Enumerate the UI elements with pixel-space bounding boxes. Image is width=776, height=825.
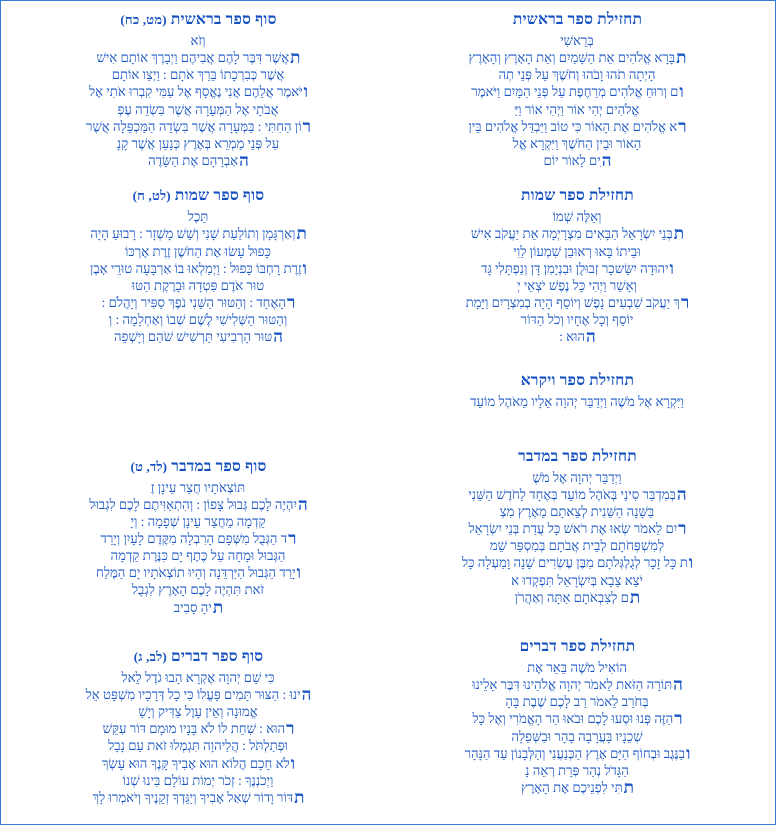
verse-line xyxy=(17,294,380,311)
verse-text: ם לְצִבְאֹתָם אַתָּה וְאַהֲרֹן xyxy=(514,589,629,605)
verse-line xyxy=(396,554,759,571)
section-title xyxy=(396,638,759,656)
verse-line xyxy=(396,152,759,169)
section-reference: (לט, ח) xyxy=(132,188,171,204)
verse-line xyxy=(396,49,759,66)
section-devarim-end xyxy=(17,648,380,806)
enlarged-letter: ה xyxy=(673,675,683,695)
verse-text: בַנֶּגֶב וּבְחוֹף הַיָּם אֶרֶץ הַכְּנַעֲנִי וְהַלְּבָנוֹן עַד הַנָּהָר xyxy=(464,745,686,761)
verse-line xyxy=(17,135,380,152)
enlarged-letter xyxy=(637,276,638,295)
enlarged-letter: ר xyxy=(302,116,311,136)
verse-text: כָּפוּל עָשׂוּ אֶת הַחֹשֶׁן זֶרֶת אָרְכּוֹ xyxy=(124,243,271,259)
enlarged-letter: ר xyxy=(678,519,687,539)
verse-text: לְמִשְׁפְּחֹתָם לְבֵית אֲבֹתָם בְּמִסְפַּר שֵׁמ xyxy=(489,538,665,554)
verse-text: וְהַטּוּר הַשְּׁלִישִׁי לֶשֶׁם שְׁבוֹ וְאַחְלָמָה : וְ xyxy=(108,312,288,328)
verse-block xyxy=(396,469,759,606)
verse-text: הוּא : xyxy=(559,329,586,345)
verse-line xyxy=(17,66,380,83)
spacer xyxy=(17,618,380,638)
verse-text: הַזֶּה פְּנוּ וּסְעוּ לָכֶם וּבֹאוּ הַר הָאֱמֹרִי וְאֶל כָּל xyxy=(472,711,674,727)
verse-text: טוּר אֹדֶם פִּטְדָה וּבָרֶקֶת הַטּוּ xyxy=(131,277,265,293)
section-bamidbar-end xyxy=(17,458,380,616)
verse-text: הַגְּבוּל וּמָחָה עַל כֶּתֶף יָם כִּנֶּרֶת קֵדְמָה xyxy=(110,548,286,564)
verse-block xyxy=(396,208,759,345)
verse-line xyxy=(396,135,759,152)
section-bereshit-end xyxy=(17,11,380,169)
verse-line xyxy=(17,772,380,789)
verse-text: בָּרָא אֱלֹהִים אֵת הַשָּׁמַיִם וְאֵת הָאָרֶץ וְהָאָרֶץ xyxy=(468,50,676,66)
verse-line xyxy=(17,225,380,242)
section-title-text: תחזילת ספר ויקרא xyxy=(520,371,635,389)
verse-text: וְאֵלֶּה שְׁמוֹ xyxy=(552,209,602,225)
spacer xyxy=(396,171,759,183)
enlarged-letter: ו xyxy=(686,743,691,763)
enlarged-letter xyxy=(287,310,288,329)
verse-text: כִּי שֵׁם יְהוָה אֶקְרָא הָבוּ גֹדֶל לֵאל xyxy=(121,669,275,685)
section-title xyxy=(396,448,759,466)
enlarged-letter: ת xyxy=(296,224,307,244)
enlarged-letter xyxy=(271,242,272,261)
verse-line xyxy=(17,496,380,513)
section-vayikra-start xyxy=(396,372,759,410)
section-bereshit-start xyxy=(396,11,759,169)
verse-line xyxy=(17,243,380,260)
verse-line xyxy=(396,589,759,606)
verse-line xyxy=(396,243,759,260)
section-reference: (לב, ג) xyxy=(133,648,167,664)
verse-text: טּוּר הָרְבִיעִי תַּרְשִׁישׁ שֹׁהַם וְיָשְׁפֵה xyxy=(113,329,273,345)
verse-line xyxy=(17,118,380,135)
spacer xyxy=(396,608,759,628)
enlarged-letter xyxy=(641,242,642,261)
verse-text: תִּי לִפְנֵיכֶם אֶת הָאָרֶץ xyxy=(520,780,623,795)
verse-text: הַגָּדֹל נְהַר פְּרָת רְאֵה נָ xyxy=(525,762,629,778)
verse-line xyxy=(17,479,380,496)
verse-text: אֱמוּנָה וְאֵין עָוֶל צַדִּיק וְיָשָׁ xyxy=(138,704,258,720)
verse-text: וְזֹא xyxy=(190,33,206,48)
section-shemot-start xyxy=(396,187,759,345)
enlarged-letter xyxy=(266,512,267,531)
verse-text: וַיְכֹנְנֶךָ : זְכֹר יְמוֹת עוֹלָם בִּינוּ שְׁנוֹ xyxy=(122,772,274,788)
enlarged-letter xyxy=(208,207,209,226)
section-title xyxy=(17,11,380,29)
enlarged-letter xyxy=(649,692,650,711)
verse-line xyxy=(396,762,759,779)
enlarged-letter: ר xyxy=(286,719,295,739)
enlarged-letter: ו xyxy=(296,563,301,583)
enlarged-letter: ת xyxy=(673,224,685,244)
enlarged-letter xyxy=(622,468,623,487)
verse-line xyxy=(396,328,759,345)
verse-text: וּפְתַלְתֹּל : הֲלַיהוָה תִּגְמְלוּ זֹאת עַם נָבָל xyxy=(108,738,288,754)
enlarged-letter: ו xyxy=(688,553,694,573)
verse-line xyxy=(396,101,759,118)
verse-text: יֹצֵא צָבָא בְּיִשְׂרָאֵל תִּפְקְדוּ א xyxy=(511,572,643,588)
section-title xyxy=(396,11,759,29)
enlarged-letter: ת xyxy=(629,587,641,607)
section-title-text: תחזילת ספר במדבר xyxy=(518,447,637,465)
verse-line xyxy=(396,225,759,242)
verse-line xyxy=(396,277,759,294)
column-closings xyxy=(11,7,388,820)
section-bamidbar-start xyxy=(396,448,759,606)
verse-text: זֹאת תִּהְיֶה לָכֶם הָאָרֶץ לִגְבֻל xyxy=(131,582,265,598)
enlarged-letter xyxy=(639,100,640,119)
enlarged-letter xyxy=(205,31,206,50)
verse-text: קֵדְמָה מֵחֲצַר עֵינָן שְׁפָמָה : וְיָ xyxy=(130,513,266,529)
section-devarim-start xyxy=(396,638,759,796)
verse-line xyxy=(17,737,380,754)
enlarged-letter: ו xyxy=(669,258,674,278)
enlarged-letter xyxy=(284,65,285,84)
enlarged-letter xyxy=(279,134,280,153)
enlarged-letter xyxy=(629,761,630,780)
verse-text: אֲשֶׁר כְּבִרְכָתוֹ בֵּרַךְ אֹתָם : וַיְצַו אוֹתָם xyxy=(111,67,285,83)
verse-line xyxy=(17,599,380,616)
verse-line xyxy=(396,311,759,328)
enlarged-letter xyxy=(627,658,628,677)
section-title xyxy=(396,372,759,390)
enlarged-letter xyxy=(594,31,595,50)
spacer xyxy=(17,368,380,388)
verse-text: אֱלֹהִים יְהִי אוֹר וַיְהִי אוֹר וַיַּ xyxy=(514,101,640,117)
verse-text: אַבְרָהָם אֶת הַשָּׂדֶה xyxy=(148,153,239,169)
enlarged-letter: ת xyxy=(212,597,224,617)
verse-text: הוֹאִיל מֹשֶׁה בֵּאֵר אֶת xyxy=(527,659,627,675)
verse-text: יהָ סָבִיב xyxy=(173,599,212,615)
enlarged-letter xyxy=(279,100,280,119)
column-openings xyxy=(388,7,765,820)
verse-line xyxy=(396,469,759,486)
verse-line xyxy=(396,83,759,100)
verse-text: הוּא : שִׁחֵת לוֹ לֹא בָּנָיו מוּמָם דּוֹר עִקֵּשׁ xyxy=(102,721,286,737)
verse-line xyxy=(396,503,759,520)
verse-line xyxy=(17,311,380,328)
verse-line xyxy=(396,779,759,796)
verse-line xyxy=(17,328,380,345)
verse-line xyxy=(396,32,759,49)
verse-line xyxy=(396,118,759,135)
verse-line xyxy=(17,703,380,720)
verse-line xyxy=(17,32,380,49)
verse-text: יִהְיֶה לָכֶם גְּבוּל צָפוֹן : וְהִתְאַוִּיתֶם לָכֶם לִגְבוּל xyxy=(89,496,297,512)
section-title xyxy=(17,187,380,205)
enlarged-letter xyxy=(633,310,634,329)
enlarged-letter xyxy=(258,702,259,721)
verse-line xyxy=(17,513,380,530)
verse-line xyxy=(396,260,759,277)
enlarged-letter: ו xyxy=(679,82,684,102)
section-title xyxy=(17,648,380,666)
enlarged-letter: ר xyxy=(674,709,683,729)
verse-text: ם וְרוּחַ אֱלֹהִים מְרַחֶפֶת עַל פְּנֵי הַמָּיִם וַיֹּאמֶר xyxy=(471,84,679,100)
enlarged-letter: ו xyxy=(302,258,308,278)
verse-text: שְׁכֵנָיו בָּעֲרָבָה בָהָר וּבַשְּׁפֵלָה xyxy=(511,728,643,744)
verse-line xyxy=(17,669,380,686)
verse-line xyxy=(17,755,380,772)
spacer xyxy=(17,428,380,448)
spacer xyxy=(396,432,759,444)
verse-text: ִים לָאוֹר יוֹם xyxy=(543,153,601,169)
verse-text: א אֱלֹהִים אֶת הָאוֹר כִּי טוֹב וַיַּבְדֵּל אֱלֹהִים בֵּין xyxy=(468,118,678,134)
verse-block xyxy=(396,659,759,796)
verse-text: יֹּאמֶר אֲלֵהֶם אֲנִי נֶאֱסָף אֶל עַמִּי קִבְרוּ אֹתִי אֶל xyxy=(88,84,303,100)
verse-text: יהוּדָה יִשָּׂשכָר זְבוּלֻן וּבִנְיָמִן דָּן וְנַפְתָּלִי גָּד xyxy=(481,260,669,276)
verse-text: תֵּכֶל xyxy=(187,209,209,225)
enlarged-letter xyxy=(264,276,265,295)
section-title-text: תחזילת ספר בראשית xyxy=(512,11,643,28)
verse-text: לֹא חָכָם הֲלוֹא הוּא אָבִיךָ קָּנֶךָ הוּא עָשְׂךָ xyxy=(101,755,290,771)
spacer xyxy=(396,348,759,368)
enlarged-letter: ה xyxy=(676,484,687,504)
verse-text: וּבֵיתוֹ בָּאוּ רְאוּבֵן שִׁמְעוֹן לֵוִי xyxy=(513,243,641,259)
verse-line xyxy=(396,693,759,710)
verse-text: בְּרֵאשִׁי xyxy=(560,33,594,48)
verse-text: יָרַד הַגְּבוּל הַיַּרְדֵּנָה וְהָיוּ תוֹצְאֹתָיו יָם הַמֶּלַח xyxy=(96,565,296,581)
verse-line xyxy=(17,564,380,581)
enlarged-letter: ת xyxy=(290,48,301,68)
verse-text: בְּנֵי יִשְׂרָאֵל הַבָּאִים מִצְרָיְמָה אֵת יַעֲקֹב אִישׁ xyxy=(470,226,673,242)
verse-line xyxy=(396,294,759,311)
verse-block xyxy=(17,669,380,806)
spacer xyxy=(17,638,380,644)
verse-text: וְאַרְגָּמָן וְתוֹלַעַת שָׁנִי וְשֵׁשׁ מָשְׁזָר : רָבוּעַ הָיָה xyxy=(90,226,296,242)
enlarged-letter xyxy=(664,536,665,555)
verse-line xyxy=(396,659,759,676)
enlarged-letter: ה xyxy=(297,494,308,514)
verse-text: ךְ יַעֲקֹב שִׁבְעִים נָפֶשׁ וְיוֹסֵף הָיָה בְמִצְרָיִם וַיָּמָת xyxy=(465,295,680,311)
spacer xyxy=(17,448,380,454)
verse-line xyxy=(17,49,380,66)
verse-text: וְאָשֵׁר וַיְהִי כָּל נֶפֶשׁ יֹצְאֵי יְ xyxy=(517,277,637,293)
enlarged-letter: ה xyxy=(301,684,312,704)
enlarged-letter: ת xyxy=(676,48,687,68)
enlarged-letter: ה xyxy=(601,151,612,171)
verse-text: ת כָּל זָכָר לְגֻלְגְּלֹתָם מִבֶּן עֶשְׂרִים שָׁנָה וָמַעְלָה כָּל xyxy=(461,555,688,571)
enlarged-letter: ו xyxy=(290,753,296,773)
verse-block xyxy=(17,479,380,616)
section-reference: (מט, כח) xyxy=(120,12,167,27)
section-title-text: תחזילת ספר דברים xyxy=(519,637,636,655)
enlarged-letter xyxy=(285,546,286,565)
verse-text: הָאֶחָד : וְהַטּוּר הַשֵּׁנִי נֹפֶךְ סַפִּיר וְיָהֲלֹם : xyxy=(101,295,286,311)
verse-line xyxy=(17,581,380,598)
verse-text: ד הַגְּבֻל מִשְּׁפָם הָרִבְלָה מִקֶּדֶם לָעָיִן וְיָרַד xyxy=(100,530,288,546)
enlarged-letter: ו xyxy=(303,82,309,102)
verse-text: הָאוֹר וּבֵין הַחֹשֶׁךְ וַיִּקְרָא אֱל xyxy=(512,135,642,151)
verse-line xyxy=(396,676,759,693)
verse-text: בַּשָּׁנָה הַשֵּׁנִית לְצֵאתָם מֵאֶרֶץ מִצְ xyxy=(499,503,655,519)
verse-text: תּוֹרָה הַזֹּאת לֵאמֹר יְהוָה אֱלֹהֵינוּ דִּבֶּר אֵלֵינוּ xyxy=(472,677,673,693)
verse-line xyxy=(396,66,759,83)
enlarged-letter xyxy=(601,207,602,226)
section-shemot-end xyxy=(17,187,380,345)
enlarged-letter xyxy=(656,65,657,84)
enlarged-letter: ר xyxy=(678,116,687,136)
verse-line xyxy=(17,101,380,118)
verse-text: זֶרֶת רָחְבּוֹ כָּפוּל : וַיְמַלְאוּ בוֹ אַרְבָּעָה טוּרֵי אָבֶן xyxy=(89,260,302,276)
verse-block xyxy=(17,32,380,169)
two-column-layout xyxy=(11,7,765,820)
verse-block xyxy=(396,32,759,169)
enlarged-letter: ה xyxy=(239,151,249,171)
verse-line xyxy=(396,710,759,727)
verse-line xyxy=(17,789,380,806)
section-title xyxy=(17,458,380,476)
verse-text: אֲבֹתָי אֶל הַמְּעָרָה אֲשֶׁר בִּשְׂדֵה עֶפְ xyxy=(117,101,279,117)
verse-line xyxy=(396,208,759,225)
verse-line xyxy=(17,83,380,100)
verse-line xyxy=(17,260,380,277)
enlarged-letter xyxy=(643,727,644,746)
spacer xyxy=(17,171,380,183)
enlarged-letter xyxy=(273,771,274,790)
verse-block xyxy=(17,208,380,345)
enlarged-letter: ה xyxy=(273,327,284,347)
verse-text: תּוֹצְאֹתָיו חֲצַר עֵינָן זֶ xyxy=(150,479,246,495)
enlarged-letter: ה xyxy=(586,327,596,347)
verse-text: וַיְדַבֵּר יְהוָה אֶל מֹשֶׁ xyxy=(532,469,622,485)
verse-block xyxy=(396,393,759,410)
verse-text: בְּחֹרֵב לֵאמֹר רַב לָכֶם שֶׁבֶת בָּהָ xyxy=(505,694,649,710)
enlarged-letter xyxy=(684,392,685,411)
section-title xyxy=(396,187,759,205)
verse-line xyxy=(17,686,380,703)
spacer xyxy=(17,348,380,368)
enlarged-letter: ר xyxy=(288,528,297,548)
spacer xyxy=(396,412,759,432)
section-title-text: סוף ספר שמות xyxy=(174,187,265,205)
verse-line xyxy=(396,745,759,762)
section-reference: (לד, ט) xyxy=(130,458,168,474)
enlarged-letter xyxy=(275,668,276,687)
enlarged-letter: ר xyxy=(286,293,296,313)
spacer xyxy=(17,388,380,408)
section-title-text: סוף ספר דברים xyxy=(170,647,264,665)
enlarged-letter xyxy=(641,134,642,153)
verse-text: וַיִּקְרָא אֶל מֹשֶׁה וַיְדַבֵּר יְהוָה אֵלָיו מֵאֹהֶל מוֹעֵד xyxy=(470,393,684,409)
verse-text: וֹן הַחִתִּי : בַּמְּעָרָה אֲשֶׁר בִּשְׂדֵה הַמַּכְפֵּלָה אֲשֶׁר xyxy=(85,118,302,134)
verse-line xyxy=(17,277,380,294)
verse-line xyxy=(396,486,759,503)
verse-line xyxy=(17,547,380,564)
section-title-text: סוף ספר בראשית xyxy=(170,11,277,28)
verse-line xyxy=(396,537,759,554)
verse-line xyxy=(396,520,759,537)
spacer xyxy=(396,628,759,634)
verse-text: הָיְתָה תֹהוּ וָבֹהוּ וְחֹשֶׁךְ עַל פְּנֵי תְה xyxy=(498,67,656,83)
verse-line xyxy=(17,720,380,737)
verse-line xyxy=(396,393,759,410)
enlarged-letter: ת xyxy=(294,787,305,807)
verse-text: אֲשֶׁר דִּבֶּר לָהֶם אֲבִיהֶם וַיְבָרֶךְ אוֹתָם אִישׁ xyxy=(96,50,290,66)
verse-text: יוֹסֵף וְכָל אֶחָיו וְכֹל הַדּוֹר xyxy=(520,312,634,328)
section-title-text: סוף ספר במדבר xyxy=(171,457,267,475)
enlarged-letter: ר xyxy=(681,293,690,313)
verse-text: עַל פְּנֵי מַמְרֵא בְּאֶרֶץ כְּנָעַן אֲשֶׁר קָנָ xyxy=(116,135,280,151)
enlarged-letter xyxy=(643,571,644,590)
verse-text: דּוֹר וָדוֹר שְׁאַל אָבִיךָ וְיַגֵּדְךָ זְקֵנֶיךָ וְיֹאמְרוּ לָךְ xyxy=(92,789,294,805)
verse-text: יִם לֵאמֹר שְׂאוּ אֶת רֹאשׁ כָּל עֲדַת בְּנֵי יִשְׂרָאֵל xyxy=(468,521,678,537)
verse-text: ינוּ : הַצּוּר תָּמִים פָּעֳלוֹ כִּי כָל דְּרָכָיו מִשְׁפָּט אֵל xyxy=(85,686,301,702)
enlarged-letter xyxy=(264,580,265,599)
enlarged-letter xyxy=(245,478,246,497)
verse-line xyxy=(17,208,380,225)
verse-line xyxy=(396,728,759,745)
enlarged-letter: ת xyxy=(623,778,635,797)
enlarged-letter xyxy=(654,502,655,521)
verse-text: בְּמִדְבַּר סִינַי בְּאֹהֶל מוֹעֵד בְּאֶחָד לַחֹדֶשׁ הַשֵּׁנִי xyxy=(468,486,676,502)
section-title-text: תחזילת ספר שמות xyxy=(521,187,634,205)
enlarged-letter xyxy=(288,736,289,755)
verse-line xyxy=(17,530,380,547)
verse-line xyxy=(17,152,380,169)
spacer xyxy=(17,408,380,428)
verse-line xyxy=(396,572,759,589)
